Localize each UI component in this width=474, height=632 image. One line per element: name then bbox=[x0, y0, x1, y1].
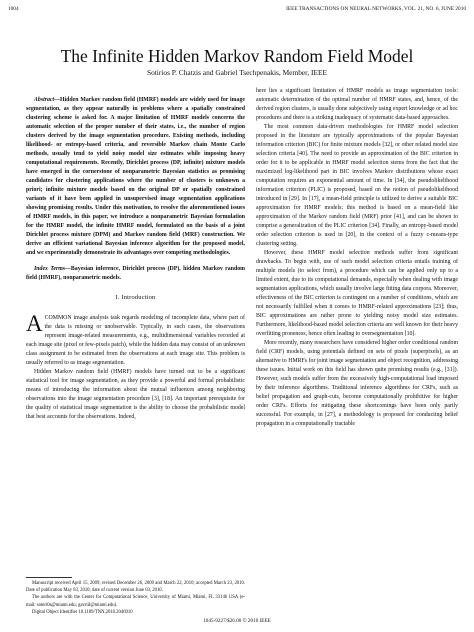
index-terms-text: Bayesian inference, Dirichlet process (DP), hidden Markov random field (HMRF), nonparametric models. bbox=[26, 266, 245, 281]
abstract bbox=[26, 96, 245, 258]
footnote bbox=[26, 577, 245, 616]
footnote-manuscript: Manuscript received April 15, 2009; revised December 26, 2009 and March 22, 2010; accepted March 23, 2010. Date of publication May 03, 2010; date of current version June 03, 2010. bbox=[26, 581, 245, 594]
right-paragraph-3: However, these HMRF model selection methods suffer from significant drawbacks. To begin with, use of such model selection criteria entails training of multiple models (to select from), a procedure which can be applied only up to a limited extent, due to its computational demands, especially when dealing with image segmentation applications, which usually involve large fitting data corpora. Moreover, effectiveness of the BIC criterion is contingent on a number of conditions, which are not necessarily fulfilled when it comes to HMRF-related approximations [23]; thus, BIC approximations are rather prone to yielding noisy model size estimates. Furthermore, likelihood-based model selection criteria are well known for their heavy overfitting proneness, hence often leading to oversegmentation [10]. bbox=[256, 250, 458, 337]
right-paragraph-4: More recently, many researchers have considered higher order conditional random field (CRF) models, using potentials defined on sets of pixels (superpixels), as an alternative to HMRFs for joint image segmentation and object recognition, addressing these issues. Initial work on this field has shown quite promising results (e.g., [31]). However, such models suffer from the excessively high-computational load imposed by their inference algorithms. Traditional inference algorithms for CRFs, such as belief propagation and graph-cuts, become computationally prohibitive for higher order CRFs. Efforts for mitigating these shortcomings have been only partly successful. For example, in [27], a methodology is proposed for conducting belief propagation in a computationally tractable bbox=[256, 340, 458, 427]
intro-paragraph-2: Hidden Markov random field (HMRF) models have turned out to be a significant statistical tool for image segmentation, as they provide a powerful and formal probabilistic means of introducing the information about the mutual influences among neighboring observations into the image segmentation procedure [3], [18]. An important prerequisite for the quality of statistical image segmentation is the ability to choose the probabilistic model that best accounts for the observations. Indeed, bbox=[26, 369, 245, 420]
footnote-rule bbox=[26, 577, 72, 578]
footnote-authors: The authors are with the Center for Computational Science, University of Miami, Miami, FL 33146 USA (e-mail: soteri0s@miami.edu; gavriil@miami.edu). bbox=[26, 595, 245, 608]
right-paragraph-1: here lies a significant limitation of HMRF models as image segmentation tools: automatic determination of the optimal number of HMRF states, and, hence, of the derived region clusters, is usually done subjectively using expert knowledge or ad hoc procedures and there is a striking inadequacy of systematic data-based approaches. bbox=[256, 88, 458, 121]
paper-authors: Sotirios P. Chatzis and Gabriel Tsechpenakis, Member, IEEE bbox=[146, 68, 328, 77]
index-terms bbox=[26, 265, 245, 283]
copyright-line: 1045-9227/$26.00 © 2010 IEEE bbox=[203, 618, 271, 624]
index-terms-label: Index Terms— bbox=[34, 266, 71, 272]
running-header bbox=[8, 6, 466, 15]
paper-title: The Infinite Hidden Markov Random Field Model bbox=[60, 46, 414, 66]
left-column bbox=[26, 96, 245, 422]
section-heading-introduction: I. Introduction bbox=[115, 294, 156, 301]
drop-cap: A bbox=[26, 311, 43, 336]
abstract-text: Hidden Markov random field (HMRF) models are widely used for image segmentation, as they appear naturally in problems where a spatially constrained clustering scheme is asked for. A major limitation of HMRF models concerns the automatic selection of the proper number of their states, i.e., the number of region clusters derived by the image segmentation procedure. Existing methods, including likelihood- or entropy-based criteria, and reversible Markov chain Monte Carlo methods, usually tend to yield noisy model size estimates while imposing heavy computational requirements. Recently, Dirichlet process (DP, infinite) mixture models have emerged in the cornerstone of nonparametric Bayesian statistics as promising candidates for clustering applications where the number of clusters is unknown a priori; infinite mixture models based on the original DP or spatially constrained variants of it have been applied in unsupervised image segmentation applications showing promising results. Under this motivation, to resolve the aforementioned issues of HMRF models, in this paper, we introduce a nonparametric Bayesian formulation for the HMRF model, the infinite HMRF model, formulated on the basis of a joint Dirichlet process mixture (DPM) and Markov random field (MRF) construction. We derive an efficient variational Bayesian inference algorithm for the proposed model, and we experimentally demonstrate its advantages over competing methodologies. bbox=[26, 97, 245, 256]
intro-paragraph-1-text: COMMON image analysis task regards modeling of incomplete data, where part of the data is missing or unobservable. Typically, in such cases, the observations represent image-related measurements, e.g., multidimensional variables recorded at each image site (pixel or few-pixels patch), while the hidden data may consist of an unknown class assignment to be estimated from the observations at each image site. This problem is usually referred to as image segmentation. bbox=[26, 315, 245, 366]
footnote-doi: Digital Object Identifier 10.1109/TNN.2010.2046910 bbox=[32, 609, 133, 615]
intro-paragraph-1 bbox=[26, 311, 245, 368]
page-number: 1004 bbox=[8, 6, 19, 12]
journal-header: IEEE TRANSACTIONS ON NEURAL NETWORKS, VOL. 21, NO. 6, JUNE 2010 bbox=[286, 6, 466, 12]
abstract-label: Abstract— bbox=[34, 97, 60, 103]
right-paragraph-2: The most common data-driven methodologies for HMRF model selection proposed in the literature are typically approximations of the popular Bayesian information criterion (BIC) for finite mixture models [32], or other related model size selection criteria [40]. The need to provide an approximation of the BIC criterion in order for it to be applicable in HMRF model selection stems from the fact that the maximized log-likelihood part in BIC involves Markov distributions whose exact computation requires an exponential amount of time. In [34], the pseudolikelihood information criterion (PLIC) is proposed, based on the notion of pseudolikelihood introduced in [29]. In [17], a mean-field principle is utilized to derive a suitable BIC approximation for HMRF models; this method is based on a mean-field like approximation of the Markov random field (MRF) prior [41], and can be shown to comprise a generalization of the PLIC criterion [34]. Finally, an entropy-based model order selection criterion is used in [20], in the context of a fuzzy c-means-type clustering setting. bbox=[256, 124, 458, 247]
right-column bbox=[256, 87, 458, 429]
